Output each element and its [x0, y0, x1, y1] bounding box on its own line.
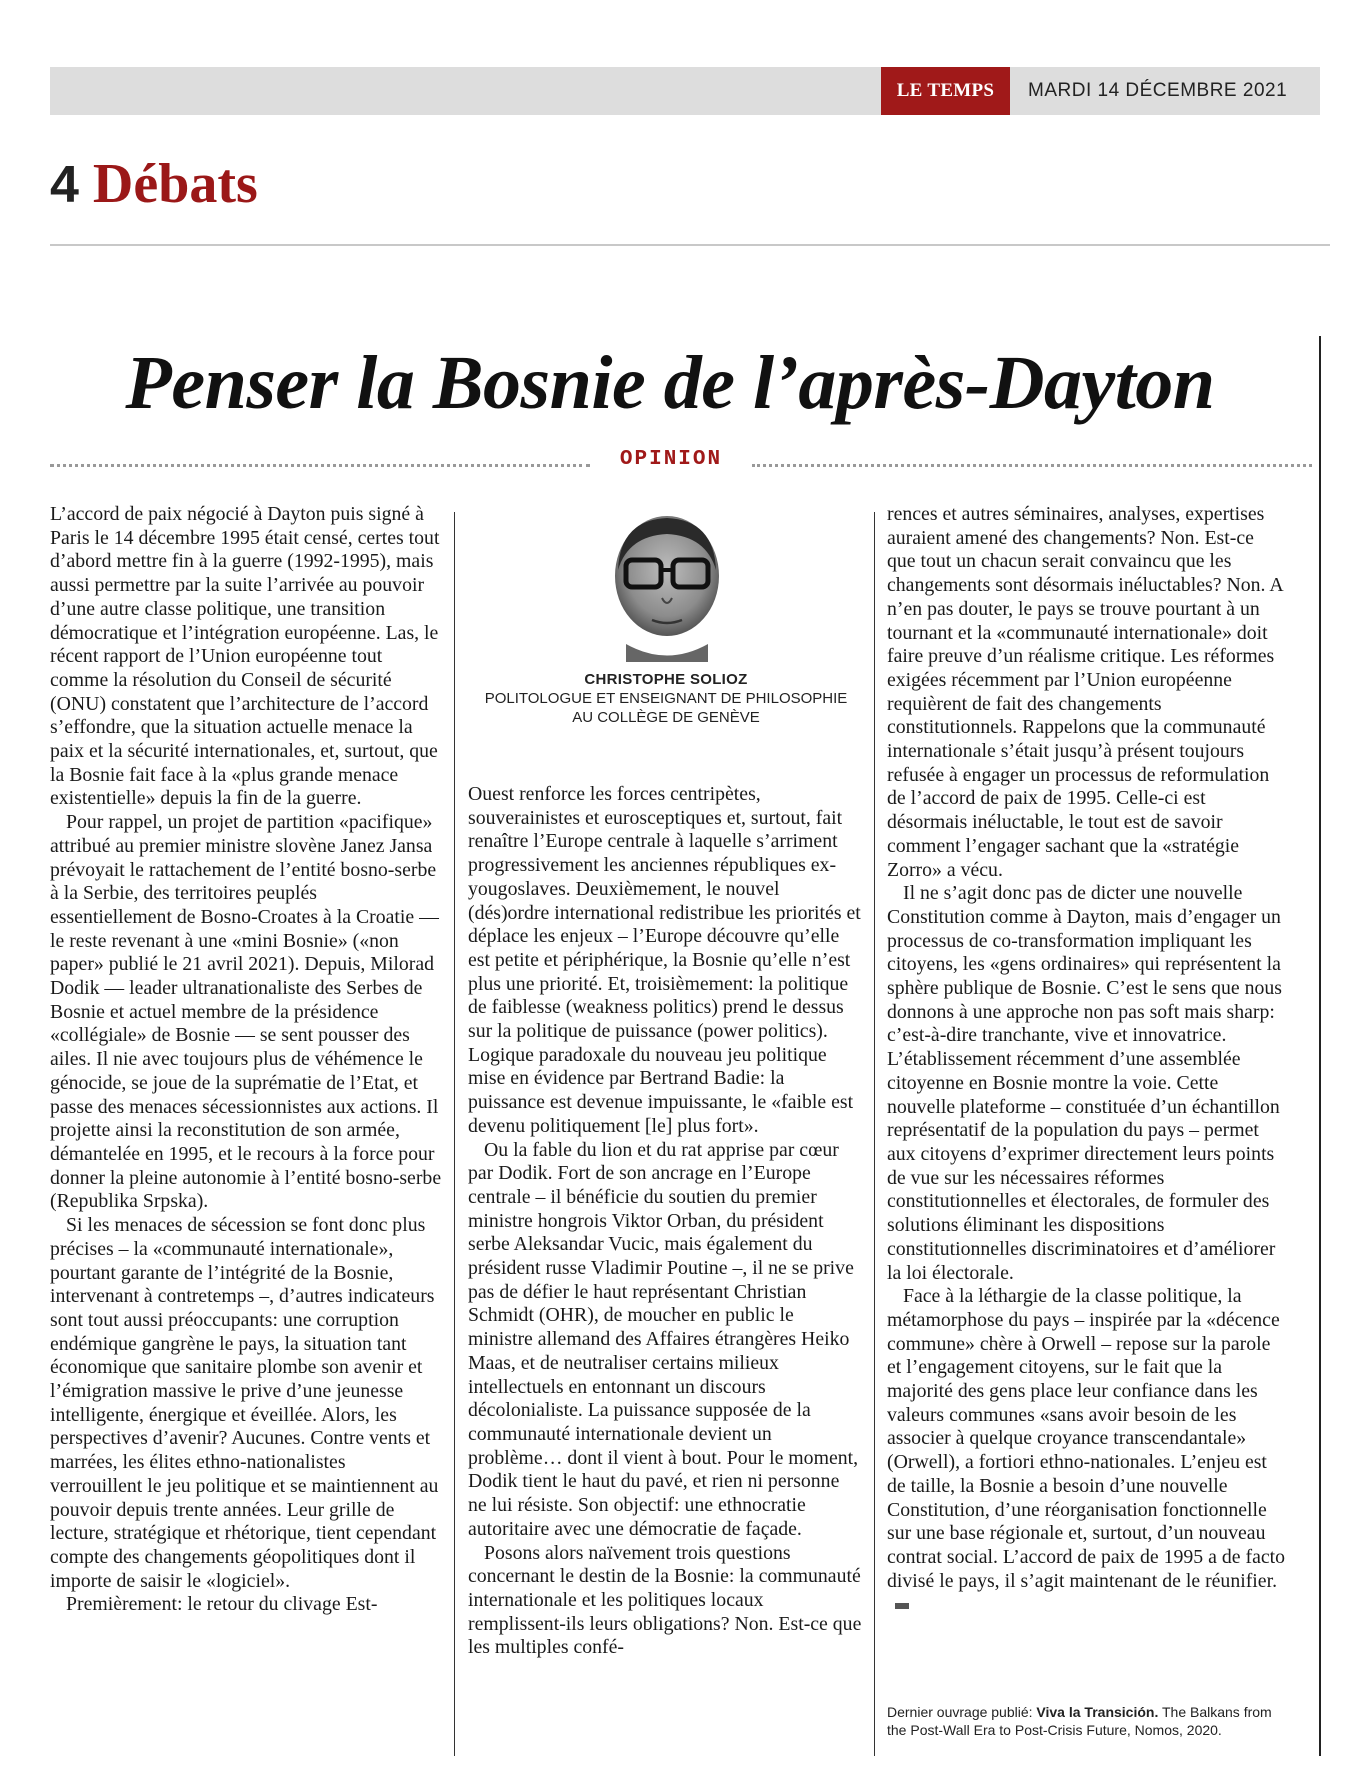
note-rest: The Balkans from the Post-Wall Era to Post-Crisis Future, Nomos, 2020.	[887, 1704, 1272, 1738]
section-name: Débats	[92, 153, 258, 215]
column-divider	[874, 512, 875, 1756]
newspaper-brand[interactable]: LE TEMPS	[881, 67, 1010, 115]
article-column-2	[468, 783, 862, 1660]
end-mark-icon	[895, 1603, 909, 1609]
author-role: POLITOLOGUE ET ENSEIGNANT DE PHILOSOPHIE	[484, 690, 848, 707]
paragraph: Premièrement: le retour du clivage Est-	[66, 1593, 378, 1616]
book-title: Viva la Transición.	[1036, 1704, 1159, 1720]
paragraph: L’accord de paix négocié à Dayton puis signé à Paris le 14 décembre 1995 était censé, certes tout d’abord mettre fin à la guerre (1992-1995), mais aussi permettre par la suite l’arrivée au pouvoir d’une autre classe politique, une transition démocratique et l’intégration européenne. Las, le récent rapport de l’Union européenne tout comme la résolution du Conseil de sécurité (ONU) constatent que l’architecture de l’accord s’effondre, que la situation actuelle menace la paix et la sécurité internationales, et, surtout, que la Bosnie fait face à la «plus grande menace existentielle» depuis la fin de la guerre.	[50, 503, 440, 810]
section-divider	[50, 244, 1330, 246]
paragraph-text: Face à la léthargie de la classe politique, la métamorphose du pays – inspirée par la «décence commune» chère à Orwell – repose sur la parole et l’engagement citoyens, sur le fait que la majorité des gens place leur confiance dans les valeurs communes «sans avoir besoin de les associer à quelque croyance transcendantale» (Orwell), a fortiori ethno-nationales. L’enjeu est de taille, la Bosnie a besoin d’une nouvelle Constitution, d’une réorganisation fonctionnelle sur une base régionale et, surtout, d’un nouveau contrat social. L’accord de paix de 1995 a de facto divisé le pays, il s’agit maintenant de le réunifier.	[887, 1285, 1286, 1592]
paragraph: Ouest renforce les forces centripètes, souverainistes et eurosceptiques et, surtout, fait renaître l’Europe centrale à laquelle s’arriment progressivement les anciennes républiques ex-yougoslaves. Deuxièmement, le nouvel (dés)ordre international redistribue les priorités et déplace les enjeux – l’Europe découvre qu’elle est petite et périphérique, la Bosnie qu’elle n’est plus une priorité. Et, troisièmement: la politique de faiblesse (weakness politics) prend le dessus sur la politique de puissance (power politics). Logique paradoxale du nouveau jeu politique mise en évidence par Bertrand Badie: la puissance est devenue impuissante, le «faible est devenu politiquement [le] plus fort».	[468, 783, 861, 1137]
author-name: CHRISTOPHE SOLIOZ	[584, 671, 748, 688]
paragraph: Ou la fable du lion et du rat apprise par cœur par Dodik. Fort de son ancrage en l’Europe centrale – il bénéficie du soutien du premier ministre hongrois Viktor Orban, du président serbe Aleksandar Vucic, mais également du président russe Vladimir Poutine –, il ne se prive pas de défier le haut représentant Christian Schmidt (OHR), de moucher en public le ministre allemand des Affaires étrangères Heiko Maas, et de neutraliser certains milieux intellectuels en entonnant un discours décolonialiste. La puissance supposée de la communauté internationale devient un problème… dont il vient à bout. Pour le moment, Dodik tient le haut du pavé, et rien ni personne ne lui résiste. Son objectif: une ethnocratie autoritaire avec une démocratie de façade.	[468, 1138, 859, 1540]
article-column-1	[50, 503, 442, 1617]
column-divider	[454, 512, 455, 1756]
note-prefix: Dernier ouvrage publié:	[887, 1704, 1037, 1720]
paragraph: Si les menaces de sécession se font donc plus précises – la «communauté internationale», pourtant garante de l’intégrité de la Bosnie, intervenant à contretemps –, d’autres indicateurs sont tout aussi préoccupants: une corruption endémique gangrène le pays, la situation tant économique que sanitaire plombe son avenir et l’émigration massive le prive d’une jeunesse intelligente, énergique et éveillée. Alors, les perspectives d’avenir? Aucunes. Contre vents et marrées, les élites ethno-nationalistes verrouillent le jeu politique et se maintiennent au pouvoir depuis trente années. Leur grille de lecture, stratégique et rhétorique, tient cependant compte des changements géopolitiques dont il importe de saisir le «logiciel».	[50, 1214, 439, 1592]
article-column-3	[887, 503, 1287, 1617]
paragraph: Pour rappel, un projet de partition «pacifique» attribué au premier ministre slovène Janez Jansa prévoyait le rattachement de l’entité bosno-serbe à la Serbie, des territoires peuplés essentiellement de Bosno-Croates à la Croatie — le reste revenant à une «mini Bosnie» («non paper» publié le 21 avril 2021). Depuis, Milorad Dodik — leader ultranationaliste des Serbes de Bosnie et actuel membre de la présidence «collégiale» de Bosnie — se sent pousser des ailes. Il nie avec toujours plus de véhémence le génocide, se joue de la suprématie de l’Etat, et passe des menaces sécessionnistes aux actions. Il projette ainsi la reconstitution de son armée, démantelée en 1995, et le recours à la force pour donner la pleine autonomie à l’entité bosno-serbe (Republika Srpska).	[50, 811, 442, 1213]
rubric-label: OPINION	[619, 448, 723, 471]
book-note	[887, 1703, 1287, 1739]
issue-date: MARDI 14 DÉCEMBRE 2021	[1028, 80, 1288, 101]
author-portrait-icon	[606, 512, 728, 662]
author-role: AU COLLÈGE DE GENÈVE	[572, 709, 760, 726]
article-headline: Penser la Bosnie de l’après-Dayton	[125, 341, 1215, 425]
author-credit	[470, 670, 862, 727]
paragraph	[887, 1285, 1287, 1617]
paragraph: Posons alors naïvement trois questions concernant le destin de la Bosnie: la communauté internationale et les politiques locaux remplissent-ils leurs obligations? Non. Est-ce que les multiples confé-	[468, 1541, 862, 1659]
paragraph: Il ne s’agit donc pas de dicter une nouvelle Constitution comme à Dayton, mais d’engager un processus de co-transformation impliquant les citoyens, les «gens ordinaires» qui représentent la sphère publique de Bosnie. C’est le sens que nous donnons à une approche non pas soft mais sharp: c’est-à-dire tranchante, vive et innovatrice. L’établissement récemment d’une assemblée citoyenne en Bosnie montre la voie. Cette nouvelle plateforme – constituée d’un échantillon représentatif de la population du pays – permet aux citoyens d’exprimer directement leurs points de vue sur les nécessaires réformes constitutionnelles et électorales, de formuler des solutions éliminant les dispositions constitutionnelles discriminatoires et d’améliorer la loi électorale.	[887, 882, 1283, 1284]
dotted-rule-left	[50, 464, 590, 467]
page-number: 4	[50, 156, 79, 214]
right-rule	[1319, 336, 1321, 1756]
paragraph: rences et autres séminaires, analyses, expertises auraient amené des changements? Non. Est-ce que tout un chacun serait convaincu que les changements sont désormais inéluctables? Non. A n’en pas douter, le pays se trouve pourtant à un tournant et la «communauté internationale» doit faire preuve d’un réalisme critique. Les réformes exigées récemment par l’Union européenne requièrent de fait des changements constitutionnels. Rappelons que la communauté internationale s’était jusqu’à présent toujours refusée à engager un processus de reformulation de l’accord de paix de 1995. Celle-ci est désormais inéluctable, le tout est de savoir comment l’engager sachant que la «stratégie Zorro» a vécu.	[887, 503, 1283, 881]
section-header	[50, 152, 258, 222]
dotted-rule-right	[752, 464, 1312, 467]
